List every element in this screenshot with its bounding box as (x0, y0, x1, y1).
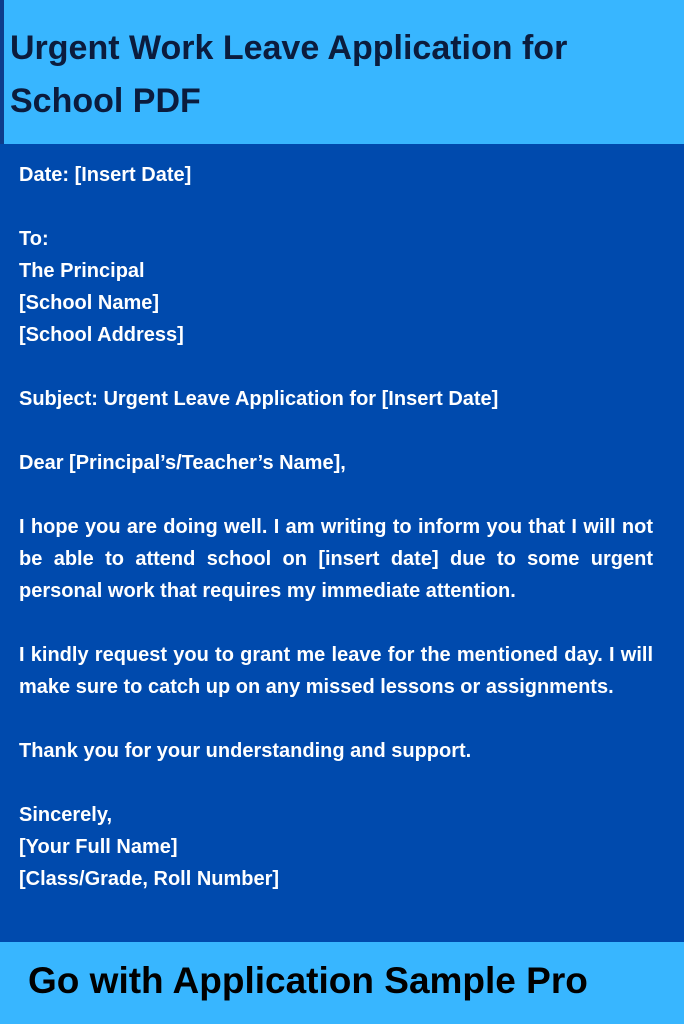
body-paragraph-1: I hope you are doing well. I am writing to inform you that I will not be able to attend school on [insert date] due to some urgent personal work that requires my immediate attention. (19, 516, 653, 602)
spacer (19, 703, 653, 735)
closing-thanks-line: Thank you for your understanding and support. (19, 740, 472, 762)
spacer (19, 479, 653, 511)
spacer (19, 767, 653, 799)
page-title: Urgent Work Leave Application for School PDF (10, 29, 568, 120)
recipient-line: The Principal (19, 260, 145, 282)
to-label: To: (19, 228, 49, 250)
school-name-line: [School Name] (19, 292, 160, 314)
full-name-line: [Your Full Name] (19, 836, 178, 858)
footer-tagline: Go with Application Sample Pro (28, 960, 588, 1001)
body-paragraph-2: I kindly request you to grant me leave for the mentioned day. I will make sure to catch up on any missed lessons or assignments. (19, 644, 653, 698)
letter-body (19, 159, 653, 895)
class-roll-line: [Class/Grade, Roll Number] (19, 868, 280, 890)
spacer (19, 607, 653, 639)
spacer (19, 191, 653, 223)
salutation-line: Dear [Principal’s/Teacher’s Name], (19, 452, 346, 474)
spacer (19, 415, 653, 447)
date-line: Date: [Insert Date] (19, 164, 192, 186)
subject-line: Subject: Urgent Leave Application for [Insert Date] (19, 388, 499, 410)
sign-off-line: Sincerely, (19, 804, 113, 826)
spacer (19, 351, 653, 383)
footer-banner (0, 942, 684, 1024)
header-banner (0, 0, 684, 144)
school-address-line: [School Address] (19, 324, 184, 346)
